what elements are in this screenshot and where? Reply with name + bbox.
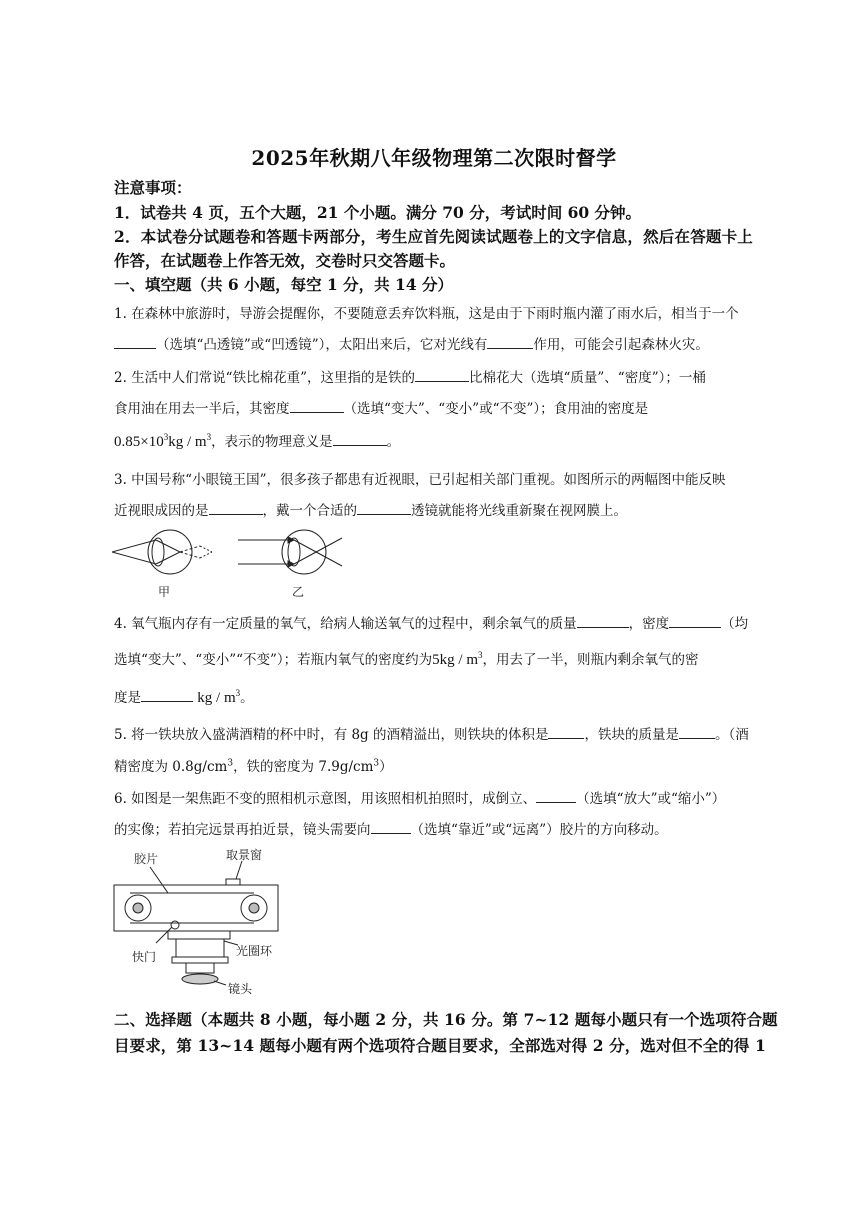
section1-heading: 一、填空题（共 6 小题，每空 1 分，共 14 分） <box>114 275 454 294</box>
eye-label-jia: 甲 <box>158 585 171 599</box>
q5-line-1-text-a: 5. 将一铁块放入盛满酒精的杯中时，有 8g 的酒精溢出，则铁块的体积是 <box>114 727 549 743</box>
q2-blank-3 <box>333 431 387 446</box>
notice-heading: 注意事项： <box>114 178 192 197</box>
q2-density-formula <box>114 434 211 450</box>
q6-line-2-text-b: （选填“靠近”或“远离”）胶片的方向移动。 <box>410 822 668 838</box>
q5-line-1-text-c: 。（酒 <box>714 727 749 743</box>
q5-line-2-text-b: ，铁的密度为 7.9g/cm <box>233 759 374 775</box>
q1-blank-1 <box>114 334 156 349</box>
q4-density-value <box>432 652 482 668</box>
q4-unit <box>197 690 240 706</box>
q1-line-2 <box>114 333 764 353</box>
q3-blank-1 <box>209 500 263 515</box>
q2-blank-2 <box>290 398 344 413</box>
q4-line-1-text-c: （均 <box>721 616 749 632</box>
q2-formula-exponent: 3 <box>163 432 169 442</box>
q5-blank-1 <box>548 724 584 739</box>
q4-line-3 <box>114 686 764 707</box>
q5-line-1-text-b: ，铁块的质量是 <box>584 727 679 743</box>
q5-line-2-end: ） <box>379 759 393 775</box>
q6-camera-figure <box>108 845 308 997</box>
q4-density-value-exponent: 3 <box>478 650 483 660</box>
q2-line-3-end: 。 <box>386 434 401 450</box>
q2-line-3 <box>114 430 764 451</box>
eye-diagram-jia <box>112 530 212 574</box>
q4-line-2 <box>114 648 764 669</box>
camera-label-viewfinder: 取景窗 <box>226 848 263 862</box>
q4-line-1-text-b: ，密度 <box>628 616 670 632</box>
q4-line-1-text-a: 4. 氧气瓶内存有一定质量的氧气，给病人输送氧气的过程中，剩余氧气的质量 <box>114 616 577 632</box>
q3-line-2-text-a: 近视眼成因的是 <box>114 503 209 519</box>
eye-label-yi: 乙 <box>292 585 305 599</box>
camera-label-film: 胶片 <box>134 852 159 866</box>
q2-line-1-text-a: 2. 生活中人们常说“铁比棉花重”，这里指的是铁的 <box>114 370 415 386</box>
q5-exponent-2: 3 <box>373 758 380 769</box>
q6-blank-2 <box>371 819 411 834</box>
q5-line-1 <box>114 723 764 743</box>
q4-line-3-end: 。 <box>240 690 254 706</box>
q3-eye-figure <box>108 526 358 602</box>
notice-item-2-line-2: 作答，在试题卷上作答无效，交卷时只交答题卡。 <box>114 251 456 270</box>
q6-line-1 <box>114 787 764 807</box>
section2-heading-line-2: 目要求，第 13~14 题每小题有两个选项符合题目要求，全部选对得 2 分，选对但不全的得 1 <box>114 1036 766 1055</box>
section2-heading-line-1: 二、选择题（本题共 8 小题，每小题 2 分，共 16 分。第 7~12 题每小题只有一个选项符合题 <box>114 1010 778 1029</box>
camera-label-lens: 镜头 <box>228 982 253 996</box>
q3-blank-2 <box>357 500 411 515</box>
q4-blank-2 <box>669 613 721 628</box>
q3-line-2-text-b: ，戴一个合适的 <box>262 503 357 519</box>
q5-line-2 <box>114 755 764 775</box>
q2-line-2 <box>114 397 764 417</box>
q3-line-1: 3. 中国号称“小眼镜王国”，很多孩子都患有近视眼，已引起相关部门重视。如图所示的两幅图中能反映 <box>114 472 726 488</box>
q6-line-1-text-a: 6. 如图是一架焦距不变的照相机示意图，用该照相机拍照时，成倒立、 <box>114 791 537 807</box>
q4-line-3-text-a: 度是 <box>114 690 141 706</box>
q1-line-2-text-b: 作用，可能会引起森林火灾。 <box>533 337 709 353</box>
q2-formula-unit-exponent: 3 <box>206 432 212 442</box>
notice-item-1: 1．试卷共 4 页，五个大题，21 个小题。满分 70 分，考试时间 60 分钟。 <box>114 203 642 222</box>
eye-diagram-yi <box>238 530 342 574</box>
camera-label-shutter: 快门 <box>132 950 157 964</box>
q4-line-2-text-a: 选填“变大”、“变小”“不变”）；若瓶内氧气的密度约为 <box>114 652 433 668</box>
q2-line-2-text-a: 食用油在用去一半后，其密度 <box>114 401 290 417</box>
q2-blank-1 <box>415 367 469 382</box>
q2-line-1-text-b: 比棉花大（选填“质量”、“密度”）；一桶 <box>468 370 706 386</box>
q4-blank-1 <box>577 613 629 628</box>
q1-line-1: 1. 在森林中旅游时，导游会提醒你，不要随意丢弃饮料瓶，这是由于下雨时瓶内灌了雨水后，相当于一个 <box>114 306 739 322</box>
q4-unit-text: kg / m <box>197 690 236 706</box>
q6-line-2 <box>114 818 764 838</box>
q6-line-2-text-a: 的实像；若拍完远景再拍近景，镜头需要向 <box>114 822 371 838</box>
q3-line-2 <box>114 499 764 519</box>
q5-line-2-text-a: 精密度为 0.8g/cm <box>114 759 228 775</box>
q4-unit-exponent: 3 <box>235 688 241 698</box>
q6-blank-1 <box>536 788 576 803</box>
q2-line-2-text-b: （选填“变大”、“变小”或“不变”）；食用油的密度是 <box>343 401 649 417</box>
q5-exponent-1: 3 <box>227 758 234 769</box>
q3-line-2-text-c: 透镜就能将光线重新聚在视网膜上。 <box>411 503 627 519</box>
camera-label-aperture: 光圈环 <box>236 944 273 958</box>
notice-item-2-line-1: 2．本试卷分试题卷和答题卡两部分，考生应首先阅读试题卷上的文字信息，然后在答题卡上 <box>114 227 753 246</box>
q6-line-1-text-b: （选填“放大”或“缩小”） <box>576 791 726 807</box>
q1-blank-2 <box>487 334 533 349</box>
q1-line-2-text-a: （选填“凸透镜”或“凹透镜”），太阳出来后，它对光线有 <box>156 337 488 353</box>
q2-formula-unit: kg / m <box>168 434 207 450</box>
q4-line-1 <box>114 612 764 632</box>
q4-blank-3 <box>141 687 193 702</box>
exam-title: 2025年秋期八年级物理第二次限时督学 <box>251 146 617 170</box>
q4-density-value-text: 5kg / m <box>432 652 479 668</box>
q2-line-3-text-b: ，表示的物理意义是 <box>211 434 333 450</box>
q4-line-2-text-b: ，用去了一半，则瓶内剩余氧气的密 <box>482 652 699 668</box>
q2-line-1 <box>114 366 764 386</box>
q2-formula-number: 0.85×10 <box>114 434 164 450</box>
q5-blank-2 <box>679 724 715 739</box>
camera-diagram <box>114 861 278 985</box>
